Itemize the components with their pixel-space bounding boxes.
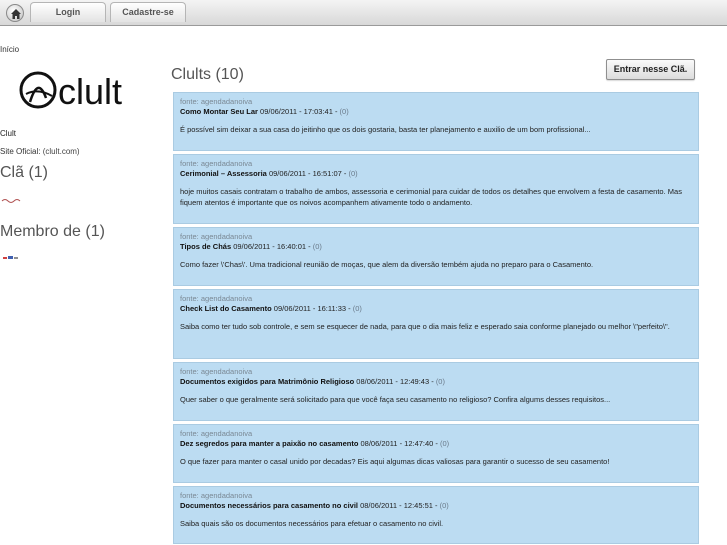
post-date: 09/06/2011 - 17:03:41 - — [260, 107, 338, 116]
post-excerpt: Quer saber o que geralmente será solicitado para que você faça seu casamento no religioso? Confira algums desses requisitos... — [180, 395, 611, 404]
post-title-link[interactable]: Documentos necessários para casamento no civil — [180, 501, 358, 510]
post-title-link[interactable]: Tipos de Chás — [180, 242, 232, 251]
post-excerpt: É possível sim deixar a sua casa do jeitinho que os dois gostaria, basta ter planejamento e auxilio de um bom profissional... — [180, 125, 591, 134]
post-card — [173, 424, 699, 483]
post-date: 08/06/2011 - 12:47:40 - — [360, 439, 438, 448]
post-card — [173, 154, 699, 224]
post-comment-count[interactable]: (0) — [435, 377, 445, 386]
post-source: fonte: agendadanoiva — [180, 159, 253, 168]
post-source: fonte: agendadanoiva — [180, 491, 253, 500]
post-excerpt: O que fazer para manter o casal unido por decadas? Eis aqui algumas dicas valiosas para garantir o sucesso de seu casamento! — [180, 457, 610, 466]
post-card — [173, 362, 699, 421]
member-heading: Membro de (1) — [0, 223, 105, 240]
post-comment-count[interactable]: (0) — [439, 501, 449, 510]
post-comment-count[interactable]: (0) — [312, 242, 322, 251]
home-button[interactable] — [6, 4, 24, 22]
post-date: 09/06/2011 - 16:40:01 - — [233, 242, 311, 251]
post-source: fonte: agendadanoiva — [180, 232, 253, 241]
clan-thumbnail[interactable] — [1, 197, 21, 206]
join-clan-button[interactable]: Entrar nesse Clã. — [606, 59, 695, 80]
home-icon — [10, 8, 22, 20]
post-date: 09/06/2011 - 16:11:33 - — [273, 304, 351, 313]
post-card — [173, 289, 699, 359]
breadcrumb[interactable]: Início — [0, 45, 20, 54]
post-card — [173, 227, 699, 286]
post-date: 08/06/2011 - 12:45:51 - — [360, 501, 438, 510]
post-title-link[interactable]: Check List do Casamento — [180, 304, 272, 313]
post-excerpt: Como fazer \'Chas\'. Uma tradicional reunião de moças, que alem da diversão tembém ajuda no preparo para o Casamento. — [180, 260, 594, 269]
post-comment-count[interactable]: (0) — [339, 107, 349, 116]
post-excerpt: hoje muitos casais contratam o trabalho de ambos, assessoria e cerimonial para cuidar de todos os detalhes que envolvem a festa de casamento. Mas fiquem atentos é importante que os noivos acompanhem ativamente todo o andamento. — [180, 187, 682, 207]
official-site — [0, 147, 80, 156]
clan-name: Clult — [0, 129, 17, 138]
site-label: Site Oficial: — [0, 147, 41, 156]
member-thumbnail[interactable] — [3, 254, 19, 263]
tab-login[interactable]: Login — [30, 2, 106, 22]
post-source: fonte: agendadanoiva — [180, 367, 253, 376]
post-card — [173, 486, 699, 544]
post-source: fonte: agendadanoiva — [180, 97, 253, 106]
page-title: Clults (10) — [171, 66, 244, 83]
post-comment-count[interactable]: (0) — [440, 439, 450, 448]
post-source: fonte: agendadanoiva — [180, 429, 253, 438]
post-date: 08/06/2011 - 12:49:43 - — [356, 377, 434, 386]
post-source: fonte: agendadanoiva — [180, 294, 253, 303]
post-date: 09/06/2011 - 16:51:07 - — [268, 169, 347, 178]
post-title-link[interactable]: Dez segredos para manter a paixão no casamento — [180, 439, 359, 448]
post-title-link[interactable]: Cerimonial – Assessoria — [180, 169, 267, 178]
post-card — [173, 92, 699, 151]
logo-text: clult — [58, 71, 123, 112]
post-excerpt: Saiba como ter tudo sob controle, e sem se esquecer de nada, para que o dia mais feliz e esperado saia conforme planejado ou melhor \"perfeito\". — [180, 322, 670, 331]
post-comment-count[interactable]: (0) — [348, 169, 358, 178]
post-title-link[interactable]: Documentos exigidos para Matrimônio Religioso — [180, 377, 355, 386]
post-title-link[interactable]: Como Montar Seu Lar — [180, 107, 258, 116]
top-nav-bar — [0, 0, 727, 26]
post-excerpt: Saiba quais são os documentos necessários para efetuar o casamento no civil. — [180, 519, 444, 528]
clan-heading: Clã (1) — [0, 164, 49, 181]
tab-cadastre[interactable]: Cadastre-se — [110, 2, 186, 22]
post-comment-count[interactable]: (0) — [352, 304, 362, 313]
clult-logo — [16, 62, 136, 118]
site-url-link[interactable]: (clult.com) — [42, 147, 80, 156]
